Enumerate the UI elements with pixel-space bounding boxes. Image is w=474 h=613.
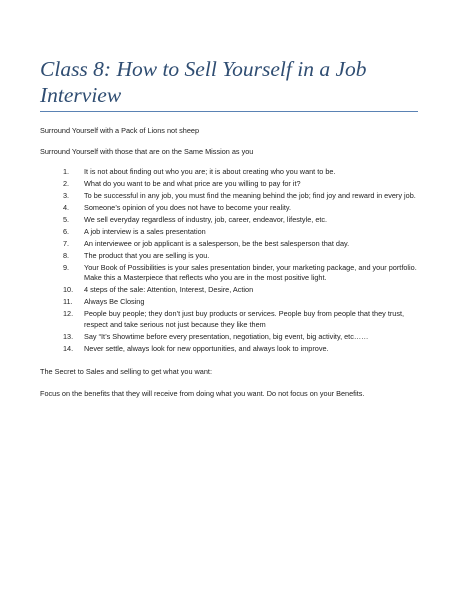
list-item-text: We sell everyday regardless of industry, job, career, endeavor, lifestyle, etc.: [84, 215, 328, 224]
list-item: [40, 191, 418, 201]
list-item-text: Someone’s opinion of you does not have to become your reality.: [84, 203, 292, 212]
list-item: [40, 263, 418, 284]
list-item-number: 6.: [63, 227, 70, 236]
list-item-text: To be successful in any job, you must find the meaning behind the job; find joy and reward in every job.: [84, 191, 416, 200]
list-item-text: Say “It’s Showtime before every presentation, negotiation, big event, big activity, etc……: [84, 331, 369, 341]
list-item-number: 13.: [63, 331, 74, 341]
list-item-text: The product that you are selling is you.: [84, 251, 210, 260]
list-item: [40, 167, 418, 177]
list-item: [40, 332, 418, 342]
list-item-number: 5.: [63, 215, 70, 224]
list-item-number: 8.: [63, 251, 70, 260]
list-item: [40, 309, 418, 330]
list-item-number: 11.: [63, 297, 73, 307]
intro-paragraph-2: Surround Yourself with those that are on the Same Mission as you: [40, 147, 254, 156]
list-item-number: 7.: [63, 239, 70, 248]
list-item-number: 14.: [63, 343, 74, 353]
list-item-number: 9.: [63, 263, 70, 272]
list-item-number: 1.: [63, 167, 70, 176]
list-item-text: 4 steps of the sale: Attention, Interest, Desire, Action: [84, 285, 254, 295]
list-item: [40, 203, 418, 213]
list-item-text: An interviewee or job applicant is a salesperson, be the best salesperson that day.: [84, 239, 350, 248]
closing-paragraph-2: Focus on the benefits that they will receive from doing what you want. Do not focus on your Benefits.: [40, 389, 365, 399]
list-item: [40, 251, 418, 261]
page-title: Class 8: How to Sell Yourself in a Job Interview: [40, 56, 418, 112]
list-item-text: A job interview is a sales presentation: [84, 227, 206, 236]
list-item-number: 2.: [63, 179, 70, 188]
list-item: [40, 239, 418, 249]
closing-paragraph-1: The Secret to Sales and selling to get what you want:: [40, 367, 212, 377]
list-item: [40, 227, 418, 237]
list-item: [40, 179, 418, 189]
list-item-text: Your Book of Possibilities is your sales presentation binder, your marketing package, and your portfolio. Make this a Masterpiece that reflects who you are in the most positive light.: [84, 263, 417, 283]
list-item-number: 10.: [63, 285, 74, 295]
list-item-text: What do you want to be and what price are you willing to pay for it?: [84, 179, 301, 188]
list-item-text: Never settle, always look for new opportunities, and always look to improve.: [84, 343, 329, 353]
list-item-number: 3.: [63, 191, 70, 200]
list-item: [40, 344, 418, 354]
list-item-text: It is not about finding out who you are; it is about creating who you want to be.: [84, 167, 336, 176]
list-item-number: 4.: [63, 203, 70, 212]
list-item-text: People buy people; they don’t just buy products or services. People buy from people that they trust, respect and take serious not just because they like them: [84, 309, 405, 329]
list-item: [40, 285, 418, 295]
list-item-text: Always Be Closing: [84, 297, 145, 307]
numbered-list: [40, 167, 418, 354]
list-item-number: 12.: [63, 309, 74, 319]
list-item: [40, 297, 418, 307]
list-item: [40, 215, 418, 225]
intro-paragraph-1: Surround Yourself with a Pack of Lions not sheep: [40, 126, 200, 135]
